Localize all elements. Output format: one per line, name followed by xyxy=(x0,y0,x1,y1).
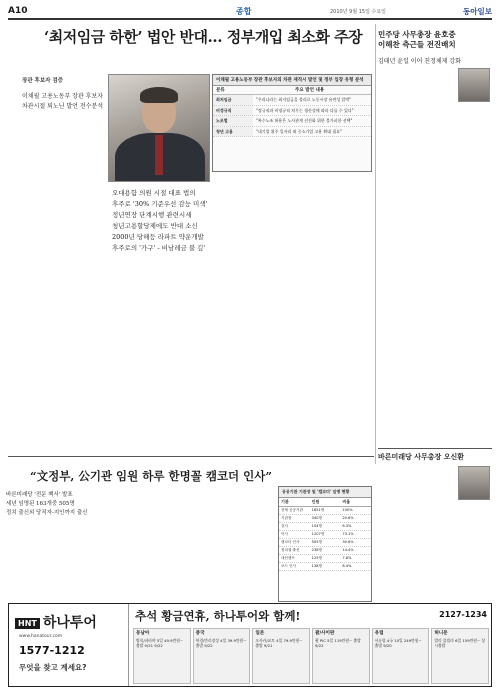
brand-name: 하나투어 xyxy=(42,615,97,631)
cell: 340명 xyxy=(311,516,323,520)
row-text: "우리나라는 최저임금을 불리로 노동시장 유연성 압박" xyxy=(256,97,352,102)
offer-text: 괌 PIC 5일 119만원~ 출발 9/22 xyxy=(315,637,361,648)
row-label: 최저임금 xyxy=(213,95,253,105)
ad-offer[interactable] xyxy=(312,628,370,684)
ad-offer[interactable] xyxy=(252,628,310,684)
cell: 138명 xyxy=(311,564,323,568)
cell: 30.6% xyxy=(342,540,354,544)
cell: 캠코더 인사 xyxy=(281,540,300,544)
nominee-remarks-table xyxy=(212,74,372,172)
table-header: 분류 xyxy=(216,88,225,93)
person-photo xyxy=(458,68,490,102)
cell: 20.6% xyxy=(342,516,354,520)
masthead xyxy=(8,6,492,20)
cell: 정치권 출신 xyxy=(281,548,300,552)
table-row xyxy=(279,555,371,563)
pull-quote-line: 2000년 당해등 라파트 약운개발 xyxy=(112,233,204,241)
section-label: 종합 xyxy=(236,7,252,16)
cell: 1207명 xyxy=(311,532,325,536)
ad-offer[interactable] xyxy=(193,628,251,684)
pull-quote-line: 정년연장 단계시행 관련시세 xyxy=(112,211,192,219)
offer-name: 괌/사이판 xyxy=(315,631,335,636)
ad-phone: 1577-1212 xyxy=(19,644,85,657)
story1-sidebar xyxy=(22,76,102,112)
travel-advertisement[interactable] xyxy=(8,603,492,687)
cell: 14.4% xyxy=(342,548,354,552)
story1-subhead-line: 차관시절 퇴노닌 발언 전수분석 xyxy=(22,103,104,110)
section-divider xyxy=(378,448,492,449)
table-row xyxy=(279,539,371,547)
cell: 129명 xyxy=(311,556,323,560)
cell: 이사 xyxy=(281,532,288,536)
cell: 73.1% xyxy=(342,532,354,536)
appointments-table xyxy=(278,486,372,602)
offer-name: 허니문 xyxy=(434,631,448,636)
right-section-title: 바른미래당 사무총장 오신환 xyxy=(378,452,465,461)
cell: 7.8% xyxy=(342,556,352,560)
ad-offer[interactable] xyxy=(431,628,489,684)
cell: 전체 공공기관 xyxy=(281,508,303,512)
nominee-photo xyxy=(108,74,210,182)
offer-text: 북경/만리장성 4일 39.9만원~ 출발 9/22 xyxy=(195,637,247,648)
table-header: 기관 xyxy=(281,499,289,504)
right-headline xyxy=(378,30,456,50)
table-row xyxy=(213,106,371,117)
cell: 대선캠프 xyxy=(281,556,295,560)
headline-line: 이해찬 측근들 전진배치 xyxy=(378,40,456,49)
ad-offer[interactable] xyxy=(133,628,191,684)
table-row xyxy=(279,547,371,555)
ad-brand xyxy=(15,612,97,632)
cell: 코드 인사 xyxy=(281,564,297,568)
table-row xyxy=(279,531,371,539)
story1-pull-quote xyxy=(112,188,208,254)
issue-date: 2010년 9월 15일 수요일 xyxy=(330,9,387,15)
subhead-line: 바른미래당 '전문 백서' 발표 xyxy=(6,492,73,498)
story2-subhead xyxy=(6,491,108,518)
story1-headline: ‘최저임금 하한’ 법안 반대… 정부개입 최소화 주장 xyxy=(44,28,363,46)
ad-url[interactable]: www.hanatour.com xyxy=(19,634,63,639)
cell: 505명 xyxy=(311,540,323,544)
newspaper-logo: 동아일보 xyxy=(463,7,492,16)
table-header: 인원 xyxy=(311,499,320,504)
table-row xyxy=(279,523,371,531)
pull-quote-line: 후주로 '30% 기준우선 감능 미색' xyxy=(112,200,208,208)
story1-subhead-line: 이채필 고용노동부 장관 후보자 xyxy=(22,93,104,100)
headline-line: 민주당 사무총장 윤호중 xyxy=(378,30,456,39)
cell: 238명 xyxy=(311,548,323,552)
person-photo xyxy=(458,466,490,500)
offer-text: 오사카/교토 4일 79.9만원~ 출발 9/21 xyxy=(255,637,303,648)
row-label: 비정규직 xyxy=(213,106,253,116)
row-text: "복수노조 허용은 노사관계 선진화 위한 불가피한 선택" xyxy=(256,118,353,123)
table-row xyxy=(279,563,371,571)
story1-byline: 장관 후보자 검증 xyxy=(22,78,64,84)
ad-offer-grid xyxy=(133,628,489,684)
table-row xyxy=(213,127,371,138)
offer-name: 중국 xyxy=(195,631,205,636)
table-row xyxy=(279,507,371,515)
table-row xyxy=(279,515,371,523)
table-header: 주요 발언 내용 xyxy=(295,88,325,93)
cell: 1651명 xyxy=(311,508,325,512)
right-subhead: 김태년 윤일 이어 친정체제 강화 xyxy=(378,58,461,65)
pull-quote-line: 후주로의 '가구' - 비남레금 불 깊' xyxy=(112,244,206,252)
cell: 기관장 xyxy=(281,516,292,520)
table-title: 공공기관 기관장 및 '캠코더' 임명 현황 xyxy=(279,487,371,498)
pull-quote-line: 오대용함 의원 시절 대표 법의 xyxy=(112,189,196,197)
cell: 6.3% xyxy=(342,524,352,528)
offer-name: 일본 xyxy=(255,631,265,636)
section-divider xyxy=(8,456,374,457)
story2-headline: “文정부, 公기관 임원 하루 한명꼴 캠코더 인사” xyxy=(30,469,272,483)
cell: 감사 xyxy=(281,524,288,528)
table-row xyxy=(213,95,371,106)
ad-phone-secondary: 2127-1234 xyxy=(439,610,487,619)
cell: 104명 xyxy=(311,524,323,528)
row-text: "정규직과 비정규직 처우는 생산성에 따라 다를 수 있다" xyxy=(256,107,354,113)
row-label: 노조법 xyxy=(213,116,253,126)
ad-brand-panel xyxy=(9,604,129,686)
ad-offer[interactable] xyxy=(372,628,430,684)
offer-text: 방콕/파타야 5일 49.9만원~ 출발 9/21 9/22 xyxy=(136,637,184,648)
row-label: 청년 고용 xyxy=(213,127,253,137)
subhead-line: 정치 출신외 당직자-지인까지 출신 xyxy=(6,510,88,516)
cell: 8.4% xyxy=(342,564,352,568)
brand-mark: HNT xyxy=(15,618,40,629)
offer-text: 발리 풀빌라 6일 159만원~ 상시출발 xyxy=(434,637,486,648)
table-header: 비율 xyxy=(342,499,351,504)
offer-text: 서유럽 4국 10일 249만원~ 출발 9/20 xyxy=(374,637,422,648)
offer-name: 동남아 xyxy=(136,631,150,636)
pull-quote-line: 청년고용할당제에도 반대 소신 xyxy=(112,222,198,230)
table-row xyxy=(213,116,371,127)
offer-name: 유럽 xyxy=(374,631,384,636)
ad-headline: 추석 황금연휴, 하나투어와 함께! xyxy=(135,609,301,623)
ad-slogan: 무엇을 찾고 계세요? xyxy=(19,663,87,672)
column-divider xyxy=(375,24,376,464)
cell: 100% xyxy=(342,508,353,512)
table-title: 이채필 고용노동부 장관 후보자의 차관 재직시 발언 및 정부 입장 유형 분석 xyxy=(213,75,371,86)
subhead-line: 세년 임명된 163개중 505명 xyxy=(6,501,75,507)
page-number: A10 xyxy=(8,6,28,16)
row-text: "대기업 위주 일자리 외 중소기업 고용 확대 필요" xyxy=(256,128,342,134)
